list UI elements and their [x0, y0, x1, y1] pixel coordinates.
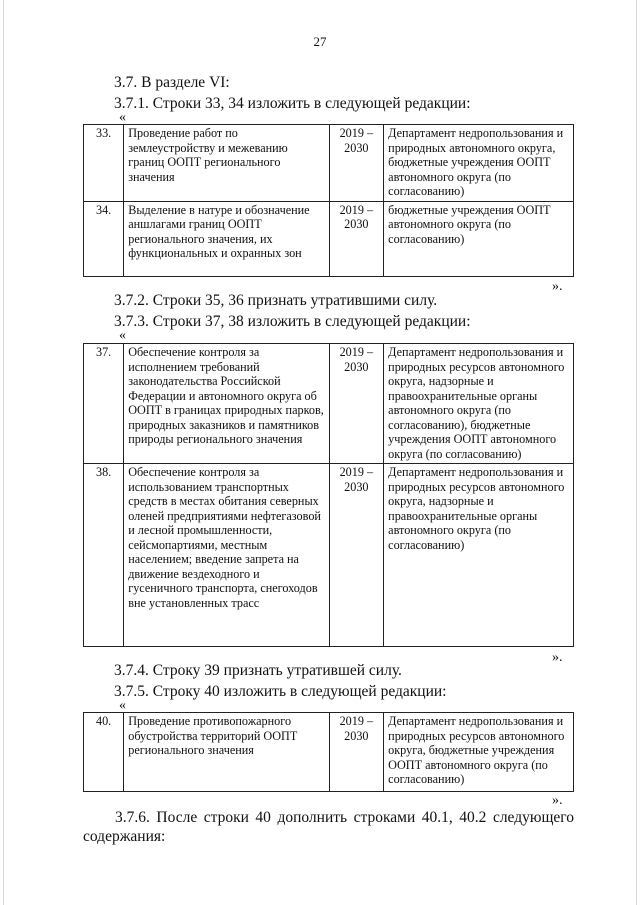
open-quote-3: « [119, 698, 126, 713]
paragraph-3-7-3: 3.7.3. Строки 37, 38 изложить в следующей редакции: [114, 313, 471, 330]
table-row [84, 125, 574, 202]
row-number: 34. [84, 201, 124, 276]
close-quote-3: ». [552, 793, 563, 808]
row-number: 33. [84, 125, 124, 202]
open-quote-1: « [119, 110, 126, 125]
row-activity: Выделение в натуре и обозначение аншлагами границ ООПТ регионального значения, их функциональных и охранных зон [124, 201, 329, 276]
paragraph-3-7-6: 3.7.6. После строки 40 дополнить строками 40.1, 40.2 следующего содержания: [83, 809, 574, 845]
row-number: 38. [84, 464, 124, 647]
open-quote-2: « [119, 328, 126, 343]
paragraph-3-7-5: 3.7.5. Строку 40 изложить в следующей редакции: [114, 683, 447, 700]
row-responsible: Департамент недропользования и природных ресурсов автономного округа, бюджетные учреждения ООПТ автономного округа (по согласованию) [384, 713, 574, 792]
paragraph-3-7-1: 3.7.1. Строки 33, 34 изложить в следующей редакции: [114, 95, 471, 112]
row-years: 2019 – 2030 [329, 125, 384, 202]
table-row [84, 201, 574, 276]
section-heading: 3.7. В разделе VI: [114, 74, 230, 91]
page-number: 27 [313, 34, 327, 49]
table-row [84, 713, 574, 792]
paragraph-3-7-4: 3.7.4. Строку 39 признать утратившей силу. [114, 662, 402, 679]
table-rows-33-34 [83, 124, 574, 277]
table-row [84, 464, 574, 647]
row-years: 2019 – 2030 [329, 201, 384, 276]
scan-edge-right [636, 0, 637, 905]
table-row-40 [83, 712, 574, 792]
row-activity: Проведение работ по землеустройству и межеванию границ ООПТ регионального значения [124, 125, 329, 202]
row-number: 40. [84, 713, 124, 792]
row-responsible: бюджетные учреждения ООПТ автономного округа (по согласованию) [384, 201, 574, 276]
table-row [84, 344, 574, 464]
close-quote-1: ». [552, 279, 563, 294]
row-years: 2019 – 2030 [329, 713, 384, 792]
row-responsible: Департамент недропользования и природных ресурсов автономного округа, надзорные и правоохранительные органы автономного округа (по согласованию) [384, 464, 574, 647]
close-quote-2: ». [552, 650, 563, 665]
row-years: 2019 – 2030 [329, 464, 384, 647]
row-activity: Проведение противопожарного обустройства территорий ООПТ регионального значения [124, 713, 329, 792]
row-activity: Обеспечение контроля за исполнением требований законодательства Российской Федерации и автономного округа об ООПТ в границах природных парков, природных заказников и памятников природы регионального значения [124, 344, 329, 464]
row-activity: Обеспечение контроля за использованием транспортных средств в местах обитания северных оленей предприятиями нефтегазовой и лесной промышленности, сейсмопартиями, местным населением; введение запрета на движение вездеходного и гусеничного транспорта, снегоходов вне установленных трасс [124, 464, 329, 647]
row-responsible: Департамент недропользования и природных автономного округа, бюджетные учреждения ООПТ автономного округа (по согласованию) [384, 125, 574, 202]
table-rows-37-38 [83, 343, 574, 647]
paragraph-3-7-2: 3.7.2. Строки 35, 36 признать утратившими силу. [114, 292, 438, 309]
row-years: 2019 – 2030 [329, 344, 384, 464]
row-number: 37. [84, 344, 124, 464]
scan-edge-left [3, 0, 4, 905]
row-responsible: Департамент недропользования и природных ресурсов автономного округа, надзорные и правоохранительные органы автономного округа (по согласованию), бюджетные учреждения ООПТ автономного округа (по согласованию) [384, 344, 574, 464]
